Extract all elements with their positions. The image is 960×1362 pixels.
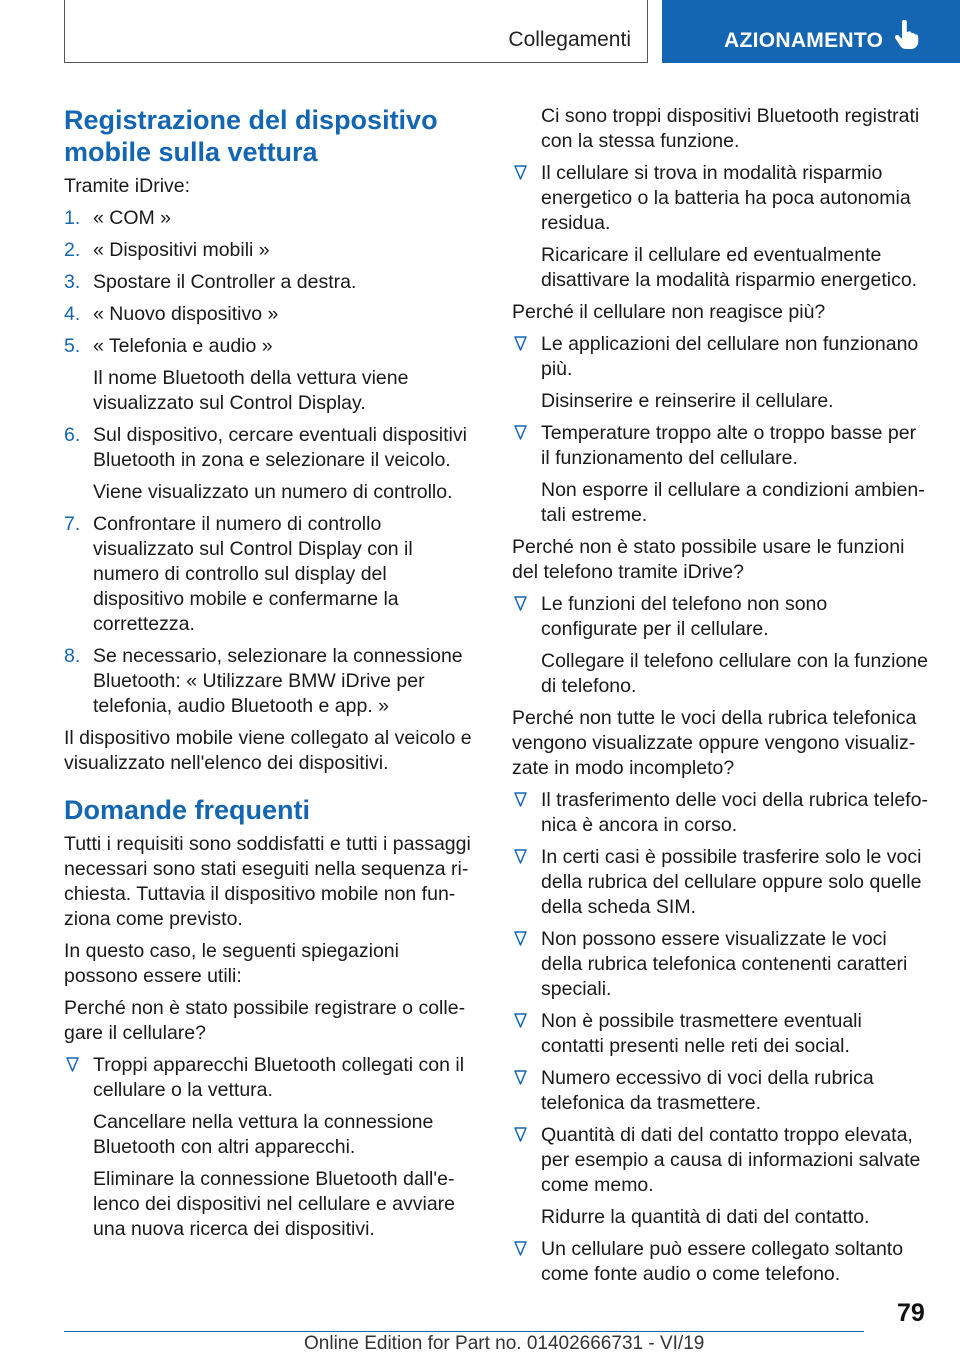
bullet-item — [512, 1123, 928, 1198]
step-text: Se necessario, selezionare la connessione Bluetooth: « Utilizzare BMW iDrive per telefonia, audio Bluetooth e app. » — [93, 645, 463, 717]
intro-text: Tramite iDrive: — [64, 175, 191, 197]
triangle-bullet-icon — [514, 1013, 527, 1029]
triangle-bullet-icon — [514, 596, 527, 612]
step-item — [64, 302, 478, 327]
steps-list — [64, 206, 478, 719]
faq-question: Perché non è stato possibile usare le funzioni del telefono tramite iDrive? — [512, 536, 905, 583]
bullet-text: Il cellulare si trova in modalità risparmio energetico o la batteria ha poca autonomia residua. — [541, 162, 911, 234]
bullet-item — [512, 1237, 928, 1287]
step-item — [64, 238, 478, 263]
step-item — [64, 423, 478, 505]
bullet-text: Non possono essere visualizzate le voci della rubrica telefonica contenenti caratteri speciali. — [541, 928, 908, 1000]
step-item — [64, 270, 478, 295]
step-number: 1. — [64, 207, 81, 229]
triangle-bullet-icon — [514, 1127, 527, 1143]
step-text: « Dispositivi mobili » — [93, 239, 270, 261]
bullet-item — [64, 1053, 478, 1103]
step-item — [64, 206, 478, 231]
section-tab — [64, 0, 648, 63]
step-number: 8. — [64, 645, 81, 667]
step-note: Il nome Bluetooth della vettura viene visualizzato sul Control Display. — [93, 367, 409, 414]
triangle-bullet-icon — [514, 1241, 527, 1257]
step-number: 7. — [64, 513, 81, 535]
step-text: Sul dispositivo, cercare eventuali dispositivi Bluetooth in zona e selezionare il veicolo. — [93, 424, 467, 471]
chapter-title: AZIONAMENTO — [724, 29, 884, 52]
bullet-item — [512, 421, 928, 471]
step-number: 6. — [64, 424, 81, 446]
faq-question: Perché non è stato possibile registrare o collegare il cellulare? — [64, 997, 466, 1044]
step-text: « Nuovo dispositivo » — [93, 303, 279, 325]
faq-intro: Tutti i requisiti sono soddisfatti e tutti i passaggi necessari sono stati eseguiti nella sequenza richiesta. Tuttavia il dispositivo mobile non funziona come previsto. — [64, 833, 471, 930]
bullet-item — [512, 845, 928, 920]
right-column — [512, 104, 928, 1294]
page-header — [0, 0, 960, 66]
remedy-text: Cancellare nella vettura la connessione Bluetooth con altri apparecchi. — [93, 1111, 434, 1158]
chapter-tab — [662, 0, 960, 63]
footer-edition: Online Edition for Part no. 01402666731 - VI/19 — [304, 1333, 705, 1354]
bullet-item — [512, 332, 928, 382]
bullet-item — [512, 1009, 928, 1059]
step-item — [64, 334, 478, 416]
remedy-text: Ricaricare il cellulare ed eventualmente disattivare la modalità risparmio energetico. — [541, 244, 918, 291]
outro-text: Il dispositivo mobile viene collegato al veicolo e visualizzato nell'elenco dei dispositivi. — [64, 727, 472, 774]
triangle-bullet-icon — [514, 792, 527, 808]
bullet-text: Temperature troppo alte o troppo basse per il funzionamento del cellulare. — [541, 422, 917, 469]
section-heading-registration: Registrazione del dispositivo mobile sulla vettura — [64, 105, 438, 167]
remedy-text: Collegare il telefono cellulare con la funzione di telefono. — [541, 650, 928, 697]
triangle-bullet-icon — [66, 1057, 79, 1073]
bullet-item — [512, 927, 928, 1002]
remedy-text: Ridurre la quantità di dati del contatto. — [541, 1206, 870, 1228]
step-item — [64, 644, 478, 719]
step-number: 3. — [64, 271, 81, 293]
footer-rule — [64, 1331, 864, 1332]
page-number: 79 — [897, 1299, 925, 1327]
bullet-text: Troppi apparecchi Bluetooth collegati con il cellulare o la vettura. — [93, 1054, 465, 1101]
bullet-text: Non è possibile trasmettere eventuali contatti presenti nelle reti dei social. — [541, 1010, 862, 1057]
triangle-bullet-icon — [514, 1070, 527, 1086]
bullet-text: In certi casi è possibile trasferire solo le voci della rubrica del cellulare oppure solo quelle della scheda SIM. — [541, 846, 922, 918]
bullet-text: Le funzioni del telefono non sono configurate per il cellulare. — [541, 593, 828, 640]
faq-question: Perché il cellulare non reagisce più? — [512, 301, 826, 323]
faq-question: Perché non tutte le voci della rubrica telefonica vengono visualizzate oppure vengono visualizzate in modo incompleto? — [512, 707, 917, 779]
section-title: Collegamenti — [508, 28, 631, 51]
step-text: Spostare il Controller a destra. — [93, 271, 357, 293]
step-text: Confrontare il numero di controllo visualizzato sul Control Display con il numero di controllo sul display del dispositivo mobile e confermarne la correttezza. — [93, 513, 413, 635]
bullet-item — [512, 592, 928, 642]
triangle-bullet-icon — [514, 425, 527, 441]
bullet-item — [512, 161, 928, 236]
triangle-bullet-icon — [514, 165, 527, 181]
step-item — [64, 512, 478, 637]
step-note: Viene visualizzato un numero di controllo. — [93, 481, 453, 503]
bullet-item — [512, 788, 928, 838]
remedy-text: Eliminare la connessione Bluetooth dall'elenco dei dispositivi nel cellulare e avviare una nuova ricerca dei dispositivi. — [93, 1168, 456, 1240]
step-number: 2. — [64, 239, 81, 261]
faq-intro-2: In questo caso, le seguenti spiegazioni possono essere utili: — [64, 940, 399, 987]
cause-text: Ci sono troppi dispositivi Bluetooth registrati con la stessa funzione. — [541, 105, 920, 152]
bullet-text: Le applicazioni del cellulare non funzionano più. — [541, 333, 919, 380]
bullet-text: Il trasferimento delle voci della rubrica telefonica è ancora in corso. — [541, 789, 928, 836]
left-column — [64, 104, 478, 1249]
section-heading-faq: Domande frequenti — [64, 795, 311, 825]
step-number: 4. — [64, 303, 81, 325]
hand-pointer-icon — [894, 20, 920, 50]
remedy-text: Non esporre il cellulare a condizioni ambientali estreme. — [541, 479, 925, 526]
bullet-item — [512, 1066, 928, 1116]
bullet-text: Un cellulare può essere collegato soltanto come fonte audio o come telefono. — [541, 1238, 904, 1285]
triangle-bullet-icon — [514, 931, 527, 947]
step-text: « COM » — [93, 207, 172, 229]
triangle-bullet-icon — [514, 849, 527, 865]
step-text: « Telefonia e audio » — [93, 335, 273, 357]
step-number: 5. — [64, 335, 81, 357]
bullet-text: Numero eccessivo di voci della rubrica telefonica da trasmettere. — [541, 1067, 874, 1114]
bullet-text: Quantità di dati del contatto troppo elevata, per esempio a causa di informazioni salvate come memo. — [541, 1124, 921, 1196]
remedy-text: Disinserire e reinserire il cellulare. — [541, 390, 834, 412]
triangle-bullet-icon — [514, 336, 527, 352]
